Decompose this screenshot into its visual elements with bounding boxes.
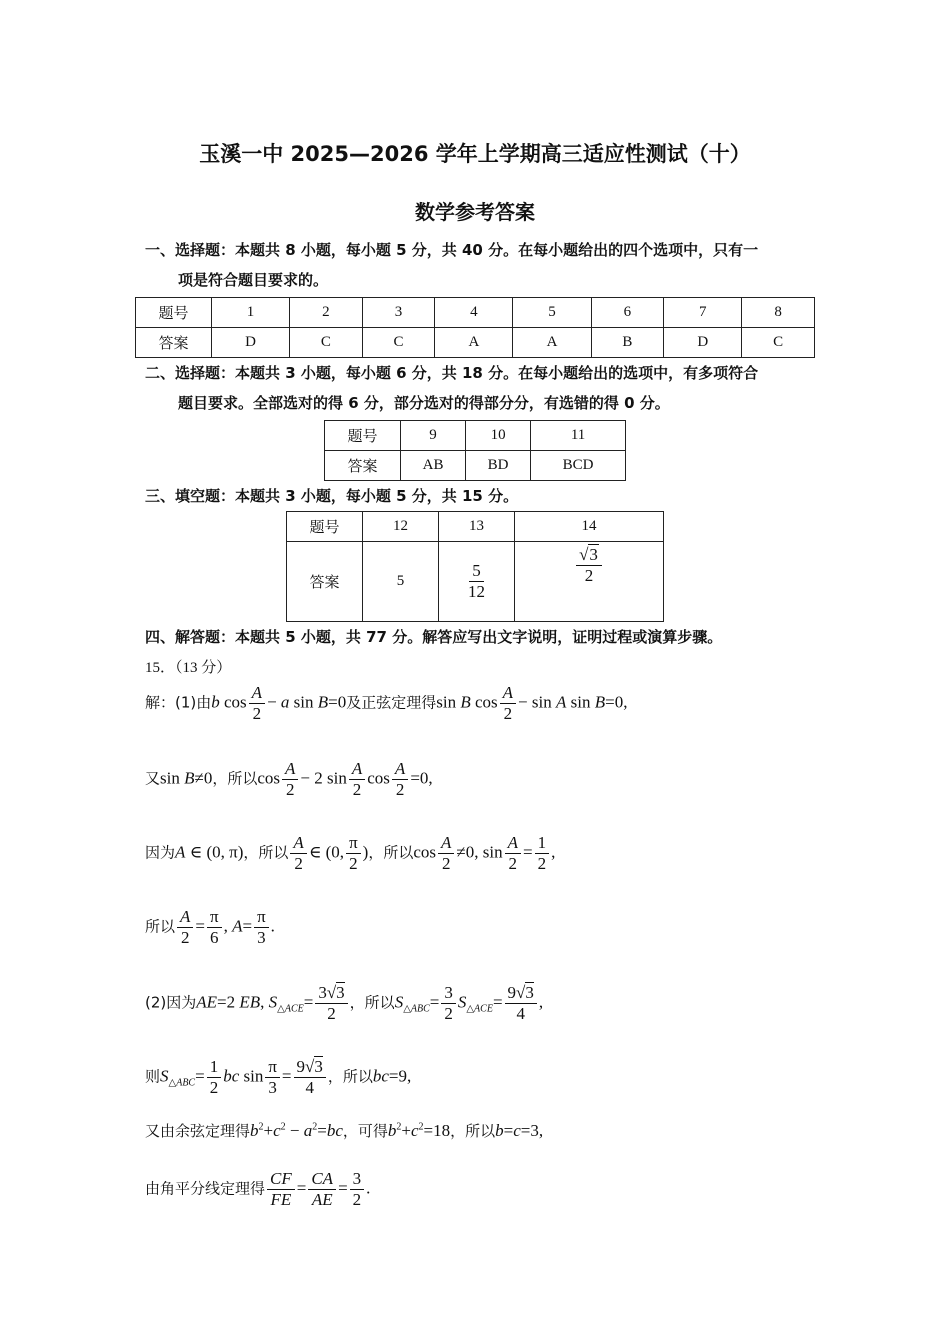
a-cell: D	[664, 328, 742, 358]
q-cell: 12	[363, 512, 439, 542]
a-cell: BD	[466, 451, 531, 481]
section3-answer-row	[287, 542, 664, 622]
a-cell: C	[362, 328, 435, 358]
q-cell: 2	[290, 298, 363, 328]
a-cell: 5	[363, 542, 439, 622]
q-cell: 4	[435, 298, 513, 328]
section1-heading-line1: 一、选择题：本题共 8 小题，每小题 5 分，共 40 分。在每小题给出的四个选项中，只有一	[145, 241, 759, 259]
section2-answer-row	[325, 451, 626, 481]
a-cell: C	[742, 328, 815, 358]
q-cell: 10	[466, 421, 531, 451]
solution-line-2: 又sin B≠0，所以cos $\frac{A}{2}$ − 2 sin $\frac{A}{2}$ cos $\frac{A}{2}$ =0,	[145, 759, 433, 799]
fraction: $\frac{√3}{2}$	[576, 546, 602, 585]
solution-line-4: 所以 $\frac{A}{2}$ = $\frac{\pi}{6}$ , A= $\frac{\pi}{3}$ .	[145, 907, 275, 947]
section2-table	[324, 420, 626, 481]
section1-heading-line2: 项是符合题目要求的。	[178, 271, 329, 289]
a-cell: B	[591, 328, 664, 358]
problem-15-label: 15．（13 分）	[145, 660, 232, 676]
solution-line-7: 又由余弦定理得$b^2+c^2 - a^2=bc$，可得$b^2+c^2=18$，所以b=c=3,	[145, 1121, 544, 1140]
section3-question-row	[287, 512, 664, 542]
fraction: $\frac{5}{12}$	[468, 561, 485, 601]
section1-table	[135, 297, 815, 358]
section1-a-label: 答案	[136, 328, 212, 358]
q-cell: 5	[513, 298, 591, 328]
a-cell: A	[513, 328, 591, 358]
a-cell: BCD	[531, 451, 626, 481]
section1-answer-row	[136, 328, 815, 358]
section2-heading-line2: 题目要求。全部选对的得 6 分，部分选对的得部分分，有选错的得 0 分。	[178, 394, 670, 412]
section3-q-label: 题号	[287, 512, 363, 542]
solution-line-1: 解：(1)由b cos $\frac{A}{2}$ − a sin B=0及正弦定理得sin B cos $\frac{A}{2}$ − sin A sin B=0,	[145, 683, 628, 723]
q-cell: 13	[439, 512, 515, 542]
solution-line-5: (2)因为AE=2 EB, $S_{\triangle ACE}=$ $\frac{3√3}{2}$ ，所以$S_{\triangle ABC}=$ $\frac{3}{2}$ $S_{\triangle ACE}=$ $\frac{9√3}{4}$ ,	[145, 983, 544, 1023]
section3-heading: 三、填空题：本题共 3 小题，每小题 5 分，共 15 分。	[145, 487, 519, 505]
a-cell	[515, 542, 664, 622]
section3-a-label: 答案	[287, 542, 363, 622]
section4-heading: 四、解答题：本题共 5 小题，共 77 分。解答应写出文字说明，证明过程或演算步骤。	[145, 628, 723, 646]
a-cell: AB	[401, 451, 466, 481]
a-cell	[439, 542, 515, 622]
q-cell: 8	[742, 298, 815, 328]
q-cell: 1	[212, 298, 290, 328]
section2-heading	[145, 358, 815, 418]
q-cell: 14	[515, 512, 664, 542]
q-cell: 7	[664, 298, 742, 328]
section2-heading-line1: 二、选择题：本题共 3 小题，每小题 6 分，共 18 分。在每小题给出的选项中，有多项符合	[145, 364, 759, 382]
q-cell: 3	[362, 298, 435, 328]
section1-question-row	[136, 298, 815, 328]
q-cell: 9	[401, 421, 466, 451]
a-cell: C	[290, 328, 363, 358]
section1-q-label: 题号	[136, 298, 212, 328]
section2-q-label: 题号	[325, 421, 401, 451]
q-cell: 11	[531, 421, 626, 451]
q-cell: 6	[591, 298, 664, 328]
a-cell: D	[212, 328, 290, 358]
section1-heading	[145, 235, 815, 295]
solution-line-3: 因为A ∈ (0, π)，所以 $\frac{A}{2}$ ∈ (0, $\frac{\pi}{2}$ )，所以cos $\frac{A}{2}$ ≠0, sin $\frac{A}{2}$ = $\frac{1}{2}$ ,	[145, 833, 556, 873]
solution-line-8: 由角平分线定理得 $\frac{CF}{FE}$ = $\frac{CA}{AE}$ = $\frac{3}{2}$ .	[145, 1169, 371, 1209]
a-cell: A	[435, 328, 513, 358]
solution-line-6: 则$S_{\triangle ABC}=$ $\frac{1}{2}$ bc sin $\frac{\pi}{3}$ = $\frac{9√3}{4}$ ，所以bc=9,	[145, 1057, 412, 1097]
page-title: 玉溪一中 2025—2026 学年上学期高三适应性测试（十）	[199, 142, 751, 166]
section2-question-row	[325, 421, 626, 451]
section3-table	[286, 511, 664, 622]
page-subtitle: 数学参考答案	[415, 200, 535, 224]
section2-a-label: 答案	[325, 451, 401, 481]
